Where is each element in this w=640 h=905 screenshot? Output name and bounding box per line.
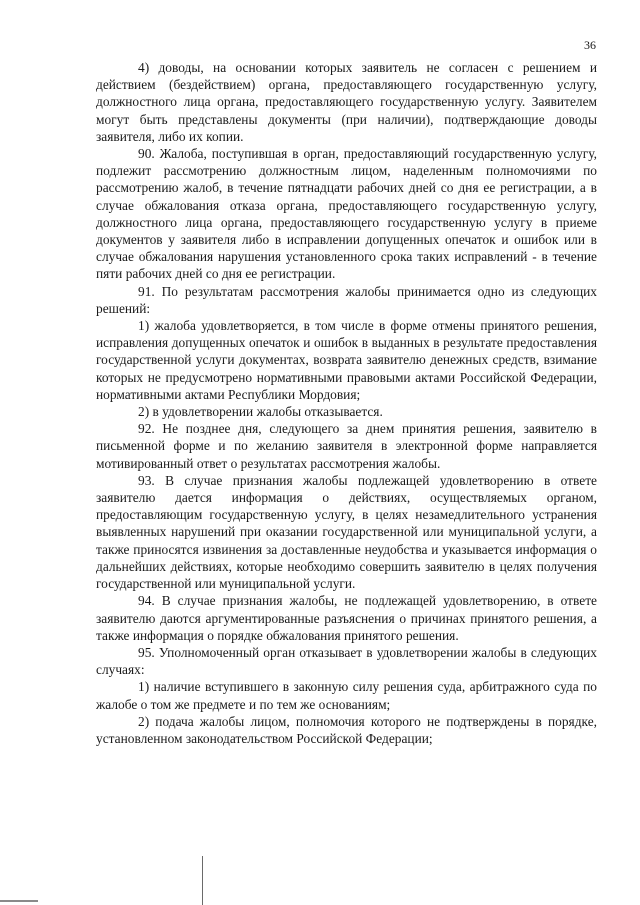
paragraph-92: 92. Не позднее дня, следующего за днем принятия решения, заявителю в письменной форме и по желанию заявителя в электронной форме направляется мотивированный ответ о результатах рассмотрения жалобы. (96, 421, 597, 471)
scan-corner-mark (0, 900, 38, 902)
paragraph-91: 91. По результатам рассмотрения жалобы принимается одно из следующих решений: (96, 283, 597, 316)
paragraph-item-4: 4) доводы, на основании которых заявитель не согласен с решением и действием (бездействием) органа, предоставляющего государственную услугу, должностного лица органа, предоставляющего государственную услугу. Заявителем могут быть представлены документы (при наличии), подтверждающие доводы заявителя, либо их копии. (96, 60, 597, 144)
binding-margin-line (202, 856, 203, 905)
document-body (96, 59, 597, 747)
paragraph-95: 95. Уполномоченный орган отказывает в удовлетворении жалобы в следующих случаях: (96, 644, 597, 678)
paragraph-91-item-1: 1) жалоба удовлетворяется, в том числе в форме отмены принятого решения, исправления допущенных опечаток и ошибок в выданных в результате предоставления государственной услуги документах, возврата заявителю денежных средств, взимание которых не предусмотрено нормативными правовыми актами Российской Федерации, нормативными актами Республики Мордовия; (96, 318, 597, 402)
paragraph-95-item-1: 1) наличие вступившего в законную силу решения суда, арбитражного суда по жалобе о том же предмете и по тем же основаниям; (96, 679, 597, 712)
page-number: 36 (584, 38, 596, 52)
paragraph-91-item-2: 2) в удовлетворении жалобы отказывается. (138, 404, 383, 420)
paragraph-93: 93. В случае признания жалобы подлежащей удовлетворению в ответе заявителю дается информация о действиях, осуществляемых органом, предоставляющим государственную услугу, в целях незамедлительного устранения выявленных нарушений при оказании государственной или муниципальной услуги, а также приносятся извинения за доставленные неудобства и указывается информация о дальнейших действиях, которые необходимо совершить заявителю в целях получения государственной или муниципальной услуги. (96, 472, 597, 592)
paragraph-95-item-2: 2) подача жалобы лицом, полномочия которого не подтверждены в порядке, установленном законодательством Российской Федерации; (96, 713, 597, 746)
paragraph-94: 94. В случае признания жалобы, не подлежащей удовлетворению, в ответе заявителю даются аргументированные разъяснения о причинах принятого решения, а также информация о порядке обжалования принятого решения. (96, 593, 597, 643)
paragraph-90: 90. Жалоба, поступившая в орган, предоставляющий государственную услугу, подлежит рассмотрению должностным лицом, наделенным полномочиями по рассмотрению жалоб, в течение пятнадцати рабочих дней со дня ее регистрации, а в случае обжалования отказа органа, предоставляющего государственную услугу, должностного лица органа, предоставляющего государственную услугу в приеме документов у заявителя либо в исправлении допущенных опечаток и ошибок или в случае обжалования нарушения установленного срока таких исправлений - в течение пяти рабочих дней со дня ее регистрации. (96, 146, 597, 282)
